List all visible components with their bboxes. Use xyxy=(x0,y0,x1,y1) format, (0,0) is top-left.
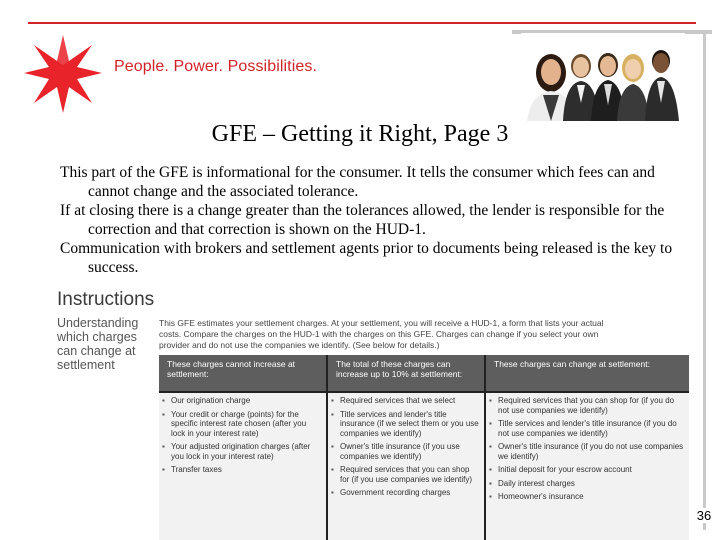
column-body xyxy=(328,393,484,540)
list-item: ▪ Title services and lender's title insurance (if you do not use companies we identify) xyxy=(498,419,685,438)
list-item: ▪ Our origination charge xyxy=(171,396,322,406)
instructions-heading: Instructions xyxy=(57,289,155,310)
body-text xyxy=(60,163,700,277)
list-item: ▪ Your credit or charge (points) for the specific interest rate chosen (after you lock in your interest rate) xyxy=(171,410,322,439)
paragraph: Communication with brokers and settlement agents prior to documents being released is the key to success. xyxy=(60,240,673,276)
column-cannot-increase xyxy=(159,355,326,540)
list-item: ▪ Homeowner's insurance xyxy=(498,492,685,502)
list-item: ▪ Your adjusted origination charges (after you lock in your interest rate) xyxy=(171,442,322,461)
list-item: ▪ Owner's title insurance (if you do not use companies we identify) xyxy=(498,442,685,461)
paragraph: This part of the GFE is informational for the consumer. It tells the consumer which fees can and cannot change and the associated tolerance. xyxy=(60,164,655,200)
list-item: ▪ Government recording charges xyxy=(340,488,480,498)
star-burst-icon xyxy=(22,33,104,115)
paragraph: If at closing there is a change greater than the tolerances allowed, the lender is responsible for the correction and that correction is shown on the HUD-1. xyxy=(60,202,665,238)
column-header: The total of these charges can increase up to 10% at settlement: xyxy=(328,355,484,391)
instructions-intro: This GFE estimates your settlement charges. At your settlement, you will receive a HUD-1, a form that lists your actual costs. Compare the charges on the HUD-1 with the charges on this GFE. Charges can change if you select your own provider and do not use the companies we identify. (See below for details.) xyxy=(159,318,604,350)
column-body xyxy=(486,393,689,540)
list-item: ▪ Title services and lender's title insurance (if we select them or you use companies we identify) xyxy=(340,410,480,439)
column-can-increase-10 xyxy=(328,355,484,540)
instructions-panel xyxy=(30,282,689,540)
slide-title: GFE – Getting it Right, Page 3 xyxy=(211,121,509,147)
column-body xyxy=(159,393,326,540)
column-can-change xyxy=(486,355,689,540)
tolerance-table xyxy=(159,355,689,540)
list-item: ▪ Initial deposit for your escrow account xyxy=(498,465,685,475)
instructions-subheading: Understanding which charges can change at settlement xyxy=(57,316,139,372)
page-number: 36 xyxy=(690,508,718,523)
list-item: ▪ Required services that you can shop for (if you use companies we identify) xyxy=(340,465,480,484)
list-item: ▪ Daily interest charges xyxy=(498,479,685,489)
header-rule xyxy=(28,22,696,24)
list-item: ▪ Required services that we select xyxy=(340,396,480,406)
business-people-photo xyxy=(521,33,685,121)
column-header: These charges can change at settlement: xyxy=(486,355,689,391)
list-item: ▪ Owner's title insurance (if you use companies we identify) xyxy=(340,442,480,461)
list-item: ▪ Transfer taxes xyxy=(171,465,322,475)
column-header: These charges cannot increase at settlement: xyxy=(159,355,326,391)
right-edge-rule xyxy=(703,30,706,530)
company-tagline: People. Power. Possibilities. xyxy=(114,58,318,75)
list-item: ▪ Required services that you can shop for (if you do not use companies we identify) xyxy=(498,396,685,415)
